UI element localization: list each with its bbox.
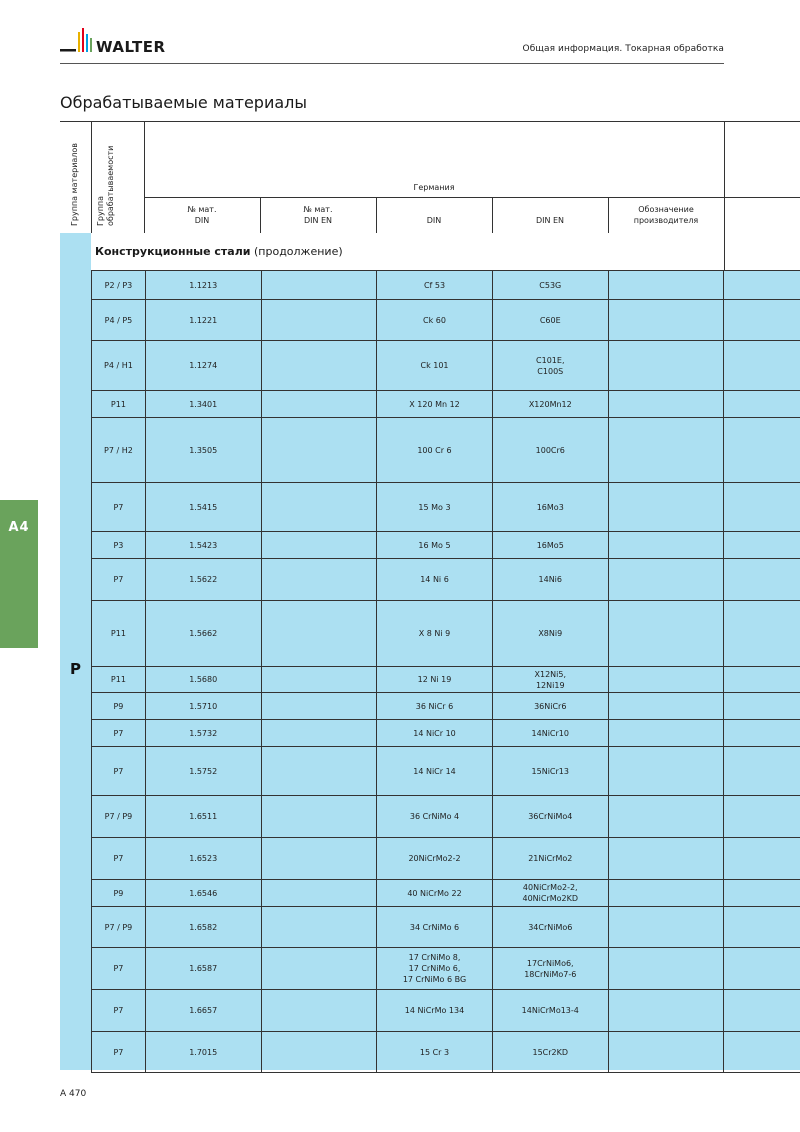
table-cell-mat: 1.5423 xyxy=(145,532,261,559)
table-cell-mat: 1.1274 xyxy=(145,341,261,391)
table-cell-g: P7 xyxy=(92,720,146,747)
table-cell-extra xyxy=(724,341,800,391)
table-row xyxy=(92,990,800,1032)
table-cell-dinen: 36NiCr6 xyxy=(492,693,608,720)
table-cell-mat: 1.5415 xyxy=(145,483,261,532)
table-cell-en xyxy=(261,693,377,720)
table-cell-extra xyxy=(724,601,800,667)
table-cell-din: 17 CrNiMo 8, 17 CrNiMo 6, 17 CrNiMo 6 BG xyxy=(377,948,493,990)
table-cell-din: Ck 101 xyxy=(377,341,493,391)
table-cell-extra xyxy=(724,948,800,990)
table-cell-din: 20NiCrMo2-2 xyxy=(377,838,493,880)
table-row xyxy=(92,601,800,667)
table-cell-dinen: 21NiCrMo2 xyxy=(492,838,608,880)
table-cell-din: 14 NiCr 10 xyxy=(377,720,493,747)
table-cell-din: X 8 Ni 9 xyxy=(377,601,493,667)
table-cell-dinen: 15NiCr13 xyxy=(492,747,608,796)
table-cell-mat: 1.1213 xyxy=(145,271,261,300)
table-cell-din: 40 NiCrMo 22 xyxy=(377,880,493,907)
table-cell-mat: 1.6657 xyxy=(145,990,261,1032)
table-cell-dinen: 15Cr2KD xyxy=(492,1032,608,1073)
table-cell-man xyxy=(608,747,724,796)
table-row xyxy=(92,418,800,483)
table-cell-din: 34 CrNiMo 6 xyxy=(377,907,493,948)
table-cell-en xyxy=(261,948,377,990)
table-cell-mat: 1.6546 xyxy=(145,880,261,907)
table-cell-g: P9 xyxy=(92,880,146,907)
table-cell-extra xyxy=(724,391,800,418)
table-cell-extra xyxy=(724,532,800,559)
table-cell-mat: 1.3401 xyxy=(145,391,261,418)
table-cell-man xyxy=(608,880,724,907)
materials-table xyxy=(91,270,800,1073)
table-cell-dinen: 16Mo3 xyxy=(492,483,608,532)
table-cell-man xyxy=(608,948,724,990)
table-cell-extra xyxy=(724,300,800,341)
header-country: Германия xyxy=(413,183,455,192)
section-heading-bold: Конструкционные стали xyxy=(95,245,251,258)
table-cell-en xyxy=(261,271,377,300)
table-cell-din: 15 Cr 3 xyxy=(377,1032,493,1073)
table-cell-din: 14 NiCr 14 xyxy=(377,747,493,796)
table-cell-extra xyxy=(724,907,800,948)
table-cell-man xyxy=(608,559,724,601)
table-cell-mat: 1.3505 xyxy=(145,418,261,483)
table-cell-en xyxy=(261,418,377,483)
table-cell-en xyxy=(261,341,377,391)
table-row xyxy=(92,880,800,907)
table-row xyxy=(92,720,800,747)
page-title: Обрабатываемые материалы xyxy=(60,93,308,112)
table-cell-extra xyxy=(724,483,800,532)
table-cell-extra xyxy=(724,796,800,838)
table-cell-dinen: 40NiCrMo2-2, 40NiCrMo2KD xyxy=(492,880,608,907)
table-cell-g: P7 / P9 xyxy=(92,907,146,948)
table-cell-g: P7 xyxy=(92,747,146,796)
table-cell-dinen: 14Ni6 xyxy=(492,559,608,601)
table-cell-man xyxy=(608,532,724,559)
table-cell-mat: 1.5662 xyxy=(145,601,261,667)
table-cell-dinen: C101E, C100S xyxy=(492,341,608,391)
table-cell-en xyxy=(261,532,377,559)
page-number: A 470 xyxy=(60,1089,87,1099)
table-cell-din: X 120 Mn 12 xyxy=(377,391,493,418)
table-row xyxy=(92,483,800,532)
table-cell-extra xyxy=(724,990,800,1032)
table-cell-g: P9 xyxy=(92,693,146,720)
table-cell-en xyxy=(261,838,377,880)
walter-logo xyxy=(60,28,200,64)
table-row xyxy=(92,948,800,990)
table-cell-man xyxy=(608,300,724,341)
table-cell-g: P7 xyxy=(92,990,146,1032)
table-cell-g: P7 xyxy=(92,559,146,601)
table-cell-mat: 1.5752 xyxy=(145,747,261,796)
table-cell-mat: 1.5732 xyxy=(145,720,261,747)
table-cell-g: P7 / P9 xyxy=(92,796,146,838)
table-cell-en xyxy=(261,300,377,341)
table-cell-en xyxy=(261,747,377,796)
table-cell-dinen: 14NiCr10 xyxy=(492,720,608,747)
table-cell-extra xyxy=(724,880,800,907)
table-cell-man xyxy=(608,483,724,532)
table-cell-g: P3 xyxy=(92,532,146,559)
table-cell-g: P11 xyxy=(92,667,146,693)
table-cell-extra xyxy=(724,418,800,483)
table-cell-g: P7 xyxy=(92,483,146,532)
row-divider xyxy=(144,197,800,198)
table-cell-dinen: 17CrNiMo6, 18CrNiMo7-6 xyxy=(492,948,608,990)
table-cell-mat: 1.6587 xyxy=(145,948,261,990)
table-cell-man xyxy=(608,341,724,391)
section-heading-row xyxy=(91,233,724,271)
table-cell-man xyxy=(608,418,724,483)
table-row xyxy=(92,667,800,693)
header-material-group: Группа материалов xyxy=(70,142,79,226)
table-cell-extra xyxy=(724,747,800,796)
table-row xyxy=(92,838,800,880)
table-row xyxy=(92,300,800,341)
table-cell-din: 36 NiCr 6 xyxy=(377,693,493,720)
table-cell-g: P7 xyxy=(92,948,146,990)
table-cell-mat: 1.6523 xyxy=(145,838,261,880)
table-cell-dinen: X120Mn12 xyxy=(492,391,608,418)
table-cell-man xyxy=(608,796,724,838)
table-cell-dinen: 100Cr6 xyxy=(492,418,608,483)
table-cell-din: 15 Mo 3 xyxy=(377,483,493,532)
table-row xyxy=(92,391,800,418)
col-divider xyxy=(724,121,725,233)
table-cell-g: P4 / P5 xyxy=(92,300,146,341)
table-cell-extra xyxy=(724,720,800,747)
table-cell-extra xyxy=(724,559,800,601)
header-din: DIN xyxy=(426,216,442,225)
table-row xyxy=(92,532,800,559)
header-machinability-group: Группа обрабатываемости xyxy=(96,145,115,226)
table-cell-g: P11 xyxy=(92,391,146,418)
table-cell-din: 36 CrNiMo 4 xyxy=(377,796,493,838)
table-cell-mat: 1.6511 xyxy=(145,796,261,838)
table-row xyxy=(92,341,800,391)
table-cell-man xyxy=(608,391,724,418)
table-cell-dinen: 36CrNiMo4 xyxy=(492,796,608,838)
table-cell-man xyxy=(608,907,724,948)
table-cell-mat: 1.5710 xyxy=(145,693,261,720)
table-cell-mat: 1.6582 xyxy=(145,907,261,948)
table-row xyxy=(92,271,800,300)
table-row xyxy=(92,907,800,948)
table-cell-en xyxy=(261,990,377,1032)
table-row xyxy=(92,1032,800,1073)
table-cell-man xyxy=(608,1032,724,1073)
table-cell-man xyxy=(608,693,724,720)
table-cell-g: P7 xyxy=(92,838,146,880)
table-cell-en xyxy=(261,1032,377,1073)
table-cell-man xyxy=(608,720,724,747)
header-mat-din: № мат. DIN xyxy=(187,205,217,225)
material-group-letter: P xyxy=(70,660,81,678)
table-cell-extra xyxy=(724,667,800,693)
table-cell-man xyxy=(608,990,724,1032)
table-cell-extra xyxy=(724,271,800,300)
table-cell-en xyxy=(261,907,377,948)
table-cell-extra xyxy=(724,693,800,720)
chapter-tab: A4 xyxy=(0,500,38,648)
table-row xyxy=(92,693,800,720)
table-cell-dinen: 14NiCrMo13-4 xyxy=(492,990,608,1032)
table-cell-g: P2 / P3 xyxy=(92,271,146,300)
table-cell-en xyxy=(261,880,377,907)
header-din-en: DIN EN xyxy=(535,216,565,225)
table-cell-din: 14 Ni 6 xyxy=(377,559,493,601)
table-cell-g: P7 / H2 xyxy=(92,418,146,483)
table-cell-en xyxy=(261,796,377,838)
section-heading-row-end xyxy=(724,233,800,271)
table-row xyxy=(92,559,800,601)
table-row xyxy=(92,747,800,796)
table-cell-din: 16 Mo 5 xyxy=(377,532,493,559)
table-cell-g: P4 / H1 xyxy=(92,341,146,391)
table-cell-dinen: 16Mo5 xyxy=(492,532,608,559)
section-heading-continued: (продолжение) xyxy=(250,245,343,258)
table-cell-en xyxy=(261,601,377,667)
table-cell-extra xyxy=(724,838,800,880)
table-row xyxy=(92,796,800,838)
table-cell-din: Ck 60 xyxy=(377,300,493,341)
table-cell-en xyxy=(261,391,377,418)
table-cell-dinen: X8Ni9 xyxy=(492,601,608,667)
table-cell-din: 12 Ni 19 xyxy=(377,667,493,693)
table-cell-mat: 1.5622 xyxy=(145,559,261,601)
table-cell-dinen: C60E xyxy=(492,300,608,341)
table-cell-man xyxy=(608,271,724,300)
table-cell-dinen: 34CrNiMo6 xyxy=(492,907,608,948)
table-cell-en xyxy=(261,720,377,747)
table-cell-man xyxy=(608,838,724,880)
table-cell-din: Cf 53 xyxy=(377,271,493,300)
table-cell-en xyxy=(261,559,377,601)
table-cell-en xyxy=(261,483,377,532)
table-cell-en xyxy=(261,667,377,693)
table-cell-mat: 1.7015 xyxy=(145,1032,261,1073)
table-cell-man xyxy=(608,601,724,667)
table-cell-extra xyxy=(724,1032,800,1073)
table-cell-man xyxy=(608,667,724,693)
table-cell-g: P7 xyxy=(92,1032,146,1073)
header-divider xyxy=(60,63,724,64)
header-manufacturer: Обозначение производителя xyxy=(633,205,699,225)
table-cell-g: P11 xyxy=(92,601,146,667)
section-heading xyxy=(95,245,343,258)
table-cell-din: 100 Cr 6 xyxy=(377,418,493,483)
table-cell-din: 14 NiCrMo 134 xyxy=(377,990,493,1032)
table-cell-mat: 1.5680 xyxy=(145,667,261,693)
table-cell-dinen: C53G xyxy=(492,271,608,300)
header-section-title: Общая информация. Токарная обработка xyxy=(522,44,724,54)
header-mat-din-en: № мат. DIN EN xyxy=(303,205,333,225)
brand-wordmark: WALTER xyxy=(96,38,166,56)
table-cell-mat: 1.1221 xyxy=(145,300,261,341)
table-cell-dinen: X12Ni5, 12Ni19 xyxy=(492,667,608,693)
